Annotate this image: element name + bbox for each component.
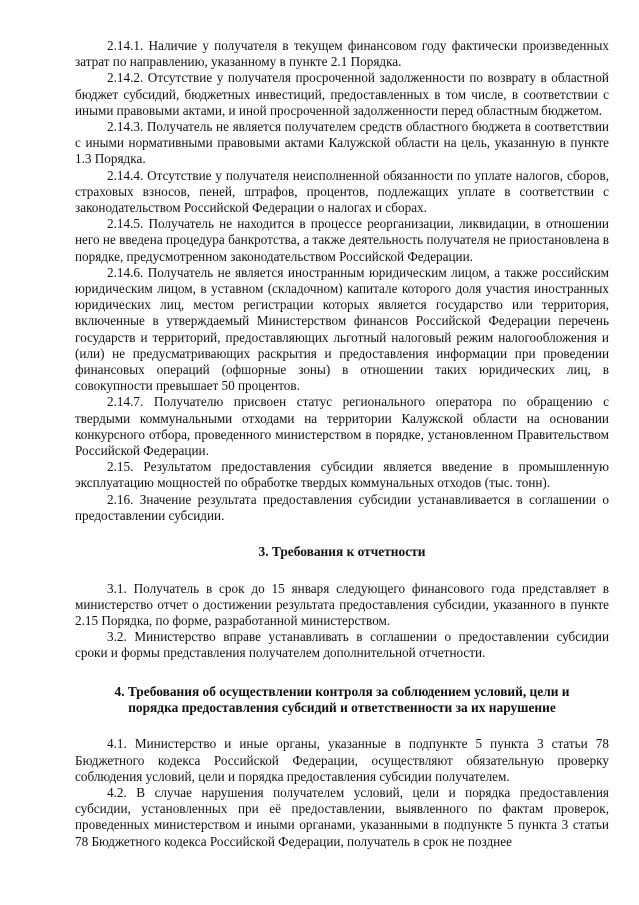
paragraph-3-1: 3.1. Получатель в срок до 15 января следующего финансового года представляет в министерство отчет о достижении результата предоставления субсидии, указанного в пункте 2.15 Порядка, по форме, разработанной министерством. [75,580,609,628]
spacer [75,662,609,684]
section-4-title-line1: 4. Требования об осуществлении контроля за соблюдением условий, цели и [114,683,570,699]
paragraph-4-1: 4.1. Министерство и иные органы, указанные в подпункте 5 пункта 3 статьи 78 Бюджетного кодекса Российской Федерации, осуществляют обязательную проверку соблюдения условий, цели и порядка предоставления субсидии получателем. [75,736,609,784]
section-4-title [75,684,609,717]
paragraph-2-15: 2.15. Результатом предоставления субсидии является введение в промышленную эксплуатацию мощностей по обработке твердых коммунальных отходов (тыс. тонн). [75,459,609,491]
spacer [75,561,609,581]
paragraph-2-14-4: 2.14.4. Отсутствие у получателя неисполненной обязанности по уплате налогов, сборов, страховых взносов, пеней, штрафов, процентов, подлежащих уплате в соответствии с законодательством Российской Федерации о налогах и сборах. [75,167,609,216]
paragraph-2-14-1: 2.14.1. Наличие у получателя в текущем финансовом году фактически произведенных затрат по направлению, указанному в пункте 2.1 Порядка. [75,38,609,70]
paragraph-2-16: 2.16. Значение результата предоставления субсидии устанавливается в соглашении о предоставлении субсидии. [75,491,609,523]
spacer [75,524,609,544]
paragraph-2-14-6: 2.14.6. Получатель не является иностранным юридическим лицом, а также российским юридическим лицом, в уставном (складочном) капитале которого доля участия иностранных юридических лиц, местом регистрации которых является государство или территория, включенные в утверждаемый Министерством финансов Российской Федерации перечень государств и территорий, предоставляющих льготный налоговый режим налогообложения и (или) не предусматривающих раскрытия и предоставления информации при проведении финансовых операций (офшорные зоны) в отношении таких юридических лиц, в совокупности превышает 50 процентов. [75,264,609,394]
section-3-title: 3. Требования к отчетности [258,544,426,560]
spacer [75,716,609,736]
section-4-title-line2: порядка предоставления субсидий и ответственности за их нарушение [128,699,556,715]
paragraph-2-14-7: 2.14.7. Получателю присвоен статус регионального оператора по обращению с твердыми коммунальными отходами на территории Калужской области на основании конкурсного отбора, проведенного министерством в порядке, установленном Правительством Российской Федерации. [75,394,609,459]
paragraph-2-14-5: 2.14.5. Получатель не находится в процессе реорганизации, ликвидации, в отношении него не введена процедура банкротства, а также деятельность получателя не приостановлена в порядке, предусмотренном законодательством Российской Федерации. [75,216,609,264]
paragraph-2-14-3: 2.14.3. Получатель не является получателем средств областного бюджета в соответствии с иными нормативными правовыми актами Калужской области на цель, указанную в пункте 1.3 Порядка. [75,119,609,167]
paragraph-4-2: 4.2. В случае нарушения получателем условий, цели и порядка предоставления субсидии, установленных при её предоставлении, выявленного по фактам проверок, проведенных министерством и иными органами, указанными в подпункте 5 пункта 3 статьи 78 Бюджетного кодекса Российской Федерации, получатель в срок не позднее [75,784,609,849]
paragraph-2-14-2: 2.14.2. Отсутствие у получателя просроченной задолженности по возврату в областной бюджет субсидий, бюджетных инвестиций, предоставленных в том числе, в соответствии с иными правовыми актами, и иной просроченной задолженности перед областным бюджетом. [75,70,609,118]
paragraph-3-2: 3.2. Министерство вправе устанавливать в соглашении о предоставлении субсидии сроки и формы представления получателем дополнительной отчетности. [75,629,609,661]
